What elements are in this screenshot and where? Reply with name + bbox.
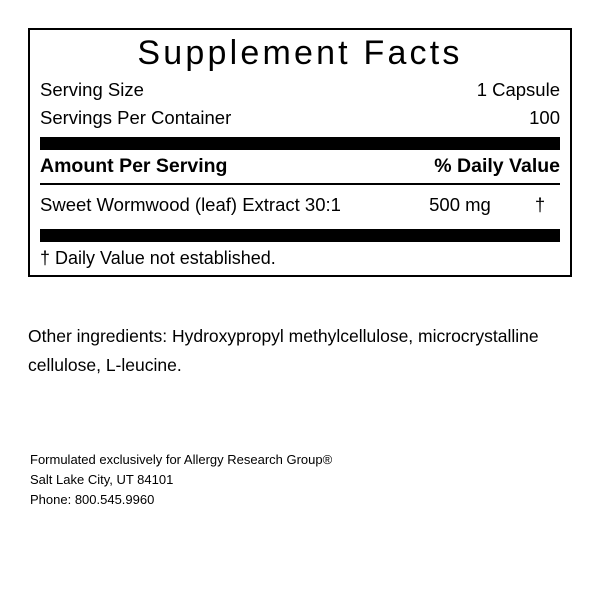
amount-per-serving-header: Amount Per Serving — [40, 155, 228, 178]
supplement-facts-panel — [28, 28, 572, 277]
formulated-block — [30, 450, 450, 510]
thick-divider-bottom — [40, 229, 560, 242]
servings-per-container-value: 100 — [529, 107, 560, 129]
other-ingredients-text: Other ingredients: Hydroxypropyl methylcellulose, microcrystalline cellulose, L-leucine. — [28, 326, 539, 375]
serving-size-value: 1 Capsule — [476, 78, 560, 100]
supplement-facts-inner — [30, 30, 570, 275]
ingredient-daily-value: † — [534, 194, 546, 216]
servings-per-container-row — [40, 104, 560, 133]
ingredient-name: Sweet Wormwood (leaf) Extract 30:1 — [40, 194, 341, 216]
servings-per-container-label: Servings Per Container — [40, 107, 232, 129]
serving-size-row — [40, 76, 560, 105]
daily-value-header: % Daily Value — [434, 155, 560, 178]
formulated-line-city: Salt Lake City, UT 84101 — [30, 472, 174, 488]
formulated-line-company: Formulated exclusively for Allergy Research Group® — [30, 452, 333, 467]
thick-divider-top — [40, 137, 560, 150]
serving-size-label: Serving Size — [40, 78, 144, 100]
ingredient-amount: 500 mg — [429, 194, 491, 216]
column-headers-row — [40, 150, 560, 183]
table-row — [40, 185, 560, 225]
daily-value-footnote: † Daily Value not established. — [40, 248, 276, 269]
formulated-line-phone: Phone: 800.545.9960 — [30, 492, 155, 508]
supplement-facts-title: Supplement Facts — [137, 34, 463, 72]
